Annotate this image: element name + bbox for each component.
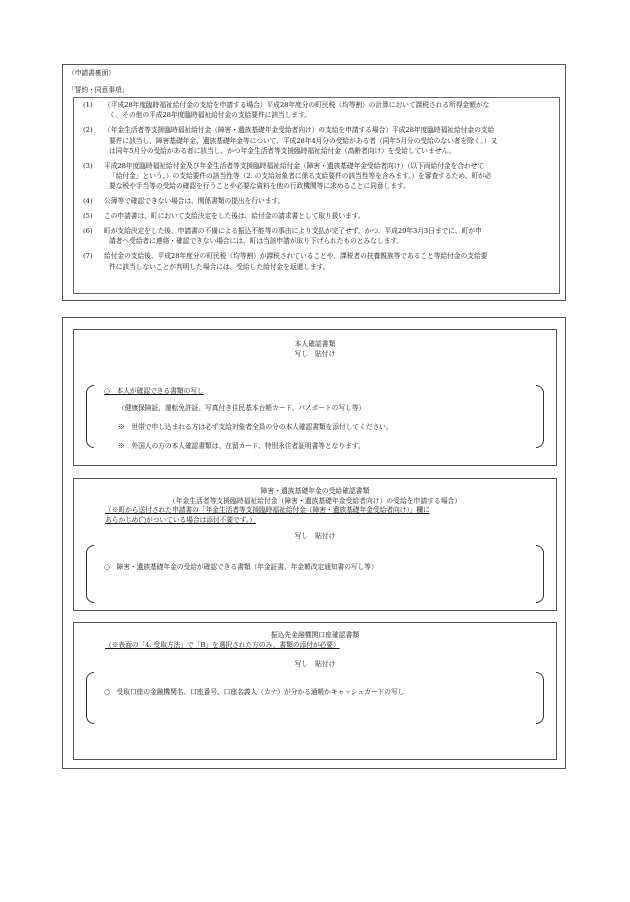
oath-item-text: この申請書は、町において支給決定をした後は、給付金の請求書として取り扱います。 [104,212,365,221]
oath-items-box [73,97,560,294]
pension-section-title: 障害・遺族基礎年金の受給確認書類 [260,487,370,495]
oath-item-text: 「給付金」という。）の支給要件の該当性等（2. の支給対象者に係る支給要件の該当性等を含みます。）を審査するため、町が必 [109,172,492,180]
right-bracket [536,545,544,603]
oath-title: 「誓約・同意事項」 [68,86,129,94]
pension-section-attach-label: 写し 貼付け [294,532,336,540]
bank-item: ○ 受取口座の金融機関名、口座番号、口座名義人（カナ）が分かる通帳かキャッシュカードの写し [104,688,405,696]
oath-item-number: (5) [83,212,93,221]
bank-account-section [73,622,557,760]
identity-main-item: ○ 本人が確認できる書類の写し [104,387,204,395]
identity-section-attach-label: 写し 貼付け [294,350,336,358]
oath-item-text: 件に該当しないことが判明した場合には、受給した給付金を返還します。 [109,262,330,271]
oath-item-text: は同年5月分の受給がある者に該当し、かつ年金生活者等支援臨時福祉給付金（高齢者向け）を受給していません。 [109,146,456,155]
pension-document-section [73,478,557,611]
oath-item-text: 請者へ受給者に連絡・確認できない場合には、町は当該申請が取り下げられたものとみなします。 [109,237,404,246]
right-bracket [536,672,544,724]
identity-section-title: 本人確認書類 [294,340,336,348]
identity-note-foreign: ※ 外国人の方の本人確認書類は、在留カード、特別永住者証明書等となります。 [118,442,365,450]
left-bracket [86,545,94,603]
left-bracket [86,672,94,724]
left-bracket [86,385,94,448]
identity-document-section [73,329,557,466]
oath-item-text: 要件に該当し、障害基礎年金、遺族基礎年金等について、平成28年4月分の受給がある者（同年5月分の受給のない者を除く。）又 [109,136,498,145]
bank-section-attach-label: 写し 貼付け [294,660,336,668]
bank-section-title: 振込先金融機関口座確認書類 [270,631,360,639]
attachments-frame [62,317,566,769]
oath-item-number: (1) [83,101,93,109]
oath-item-number: (6) [83,227,93,235]
pension-section-note-2: あらかじめ◯がついている場合は添付不要です。） [105,516,256,524]
oath-item-text: 町が支給決定をした後、申請書の不備による振込不能等の事由により支払が完了せず、かつ、平成29年3月3日までに、町が申 [104,227,482,235]
pension-item: ○ 障害・遺族基礎年金の受給が確認できる書類（年金証書、年金額改定通知書の写し等） [104,563,378,571]
identity-examples: （健康保険証、運転免許証、写真付き住民基本台帳カード、パスポートの写し等） [118,404,366,412]
oath-item-text: 要な税や手当等の受給の確認を行うことや必要な資料を他の行政機関等に求めることに同意します。 [109,182,410,191]
pension-section-note-1: （※町から送付された申請書の「年金生活者等支援臨時福祉給付金（障害・遺族基礎年金受給者向け）」欄に [105,506,430,514]
oath-item-text: く、その他の平成28年度臨時福祉給付金の支給要件に該当します。 [109,111,311,120]
oath-item-text: 平成28年度臨時福祉給付金及び年金生活者等支援臨時福祉給付金（障害・遺族基礎年金受給者向け）（以下両給付金を合わせて [104,161,485,170]
oath-item-number: (2) [83,126,93,135]
bank-section-note: （※表面の「4. 受取方法」で「B」を選択された方のみ、書類の添付が必要） [105,641,340,649]
pension-section-subtitle: （年金生活者等支援臨時福祉給付金（障害・遺族基礎年金受給者向け）の受給を申請する場合） [168,497,462,505]
oath-item-text: （平成28年度臨時福祉給付金の支給を申請する場合）平成28年度分の町民税（均等割）の計算において課税される所得金額がな [104,101,490,109]
oath-item-number: (4) [83,197,93,206]
right-bracket [536,385,544,448]
oath-item-text: 公簿等で確認できない場合は、関係書類の提出を行います。 [104,197,285,206]
oath-box [62,64,566,301]
oath-item-number: (3) [83,161,93,170]
oath-item-number: (7) [83,252,93,261]
page-label: （申請書裏面） [68,69,115,77]
oath-item-text: （年金生活者等支援臨時福祉給付金（障害・遺族基礎年金受給者向け）の支給を申請する場合）平成28年度臨時福祉給付金の支給 [104,126,495,135]
identity-note-household: ※ 世帯で申し込まれる方は必ず支給対象者全員の分の本人確認書類を添付してください。 [118,423,393,431]
oath-item-text: 給付金の支給後、平成28年度分の町民税（均等割）が課税されていることや、課税者の扶養親族等であること等給付金の支給要 [104,252,488,261]
